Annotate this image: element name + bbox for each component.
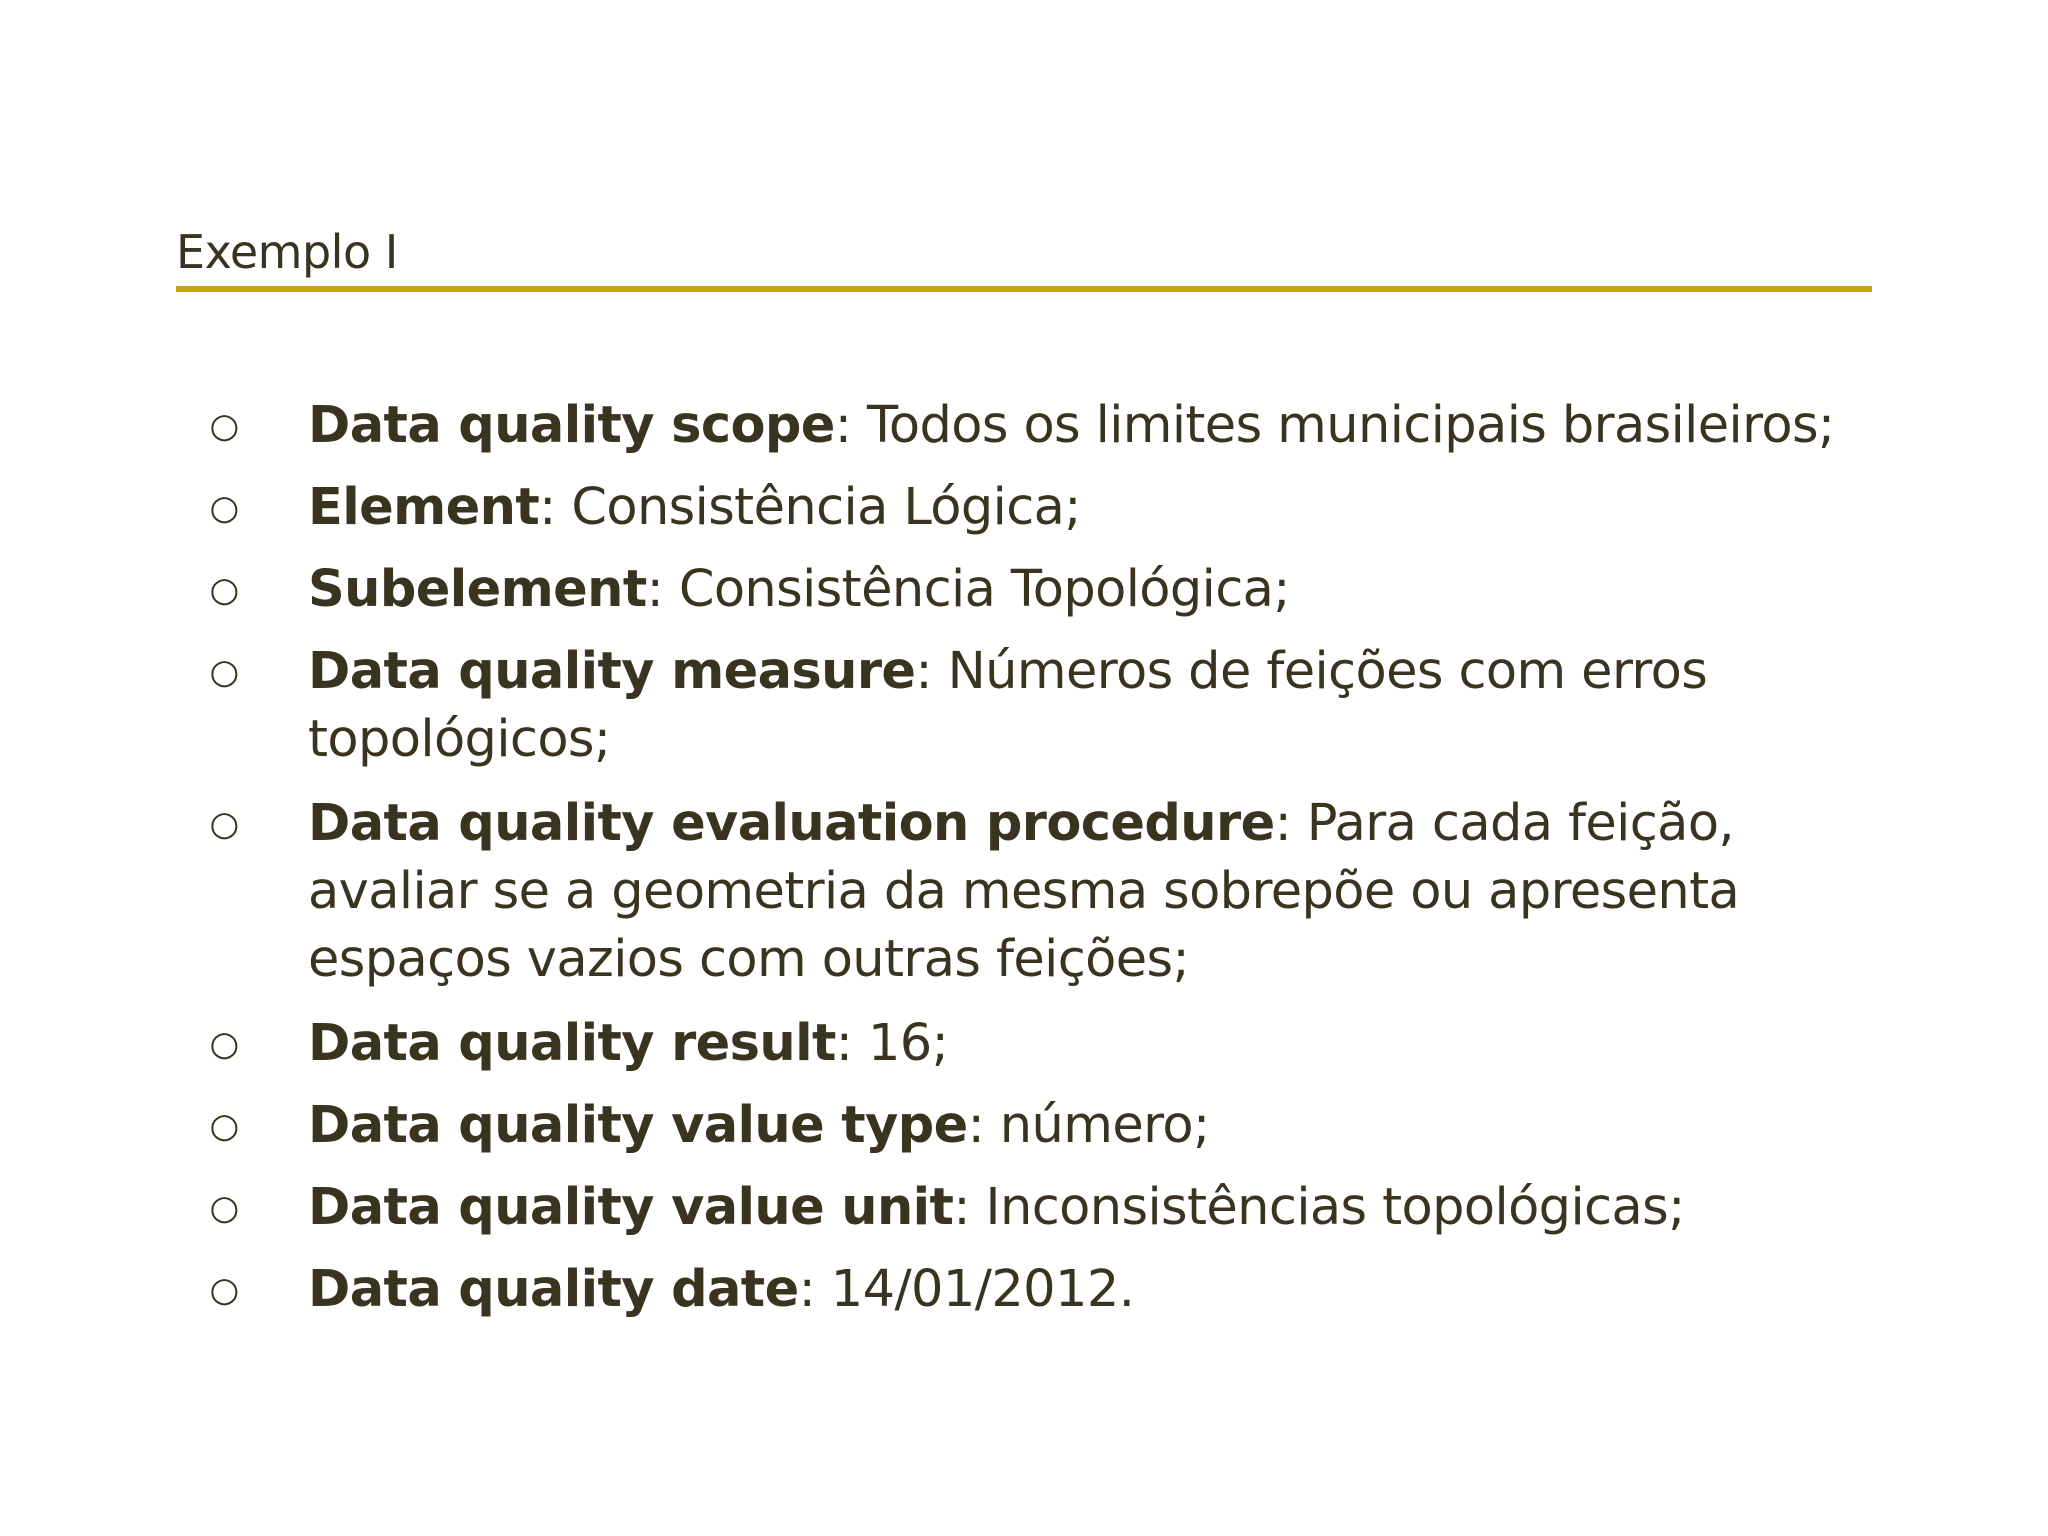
item-text: : Números de feições com erros topológicos; [308, 642, 1708, 769]
circle-bullet-icon: ○ [209, 1106, 239, 1146]
item-text: : Todos os limites municipais brasileiros; [834, 396, 1835, 455]
circle-bullet-icon: ○ [209, 804, 239, 844]
list-item [209, 1010, 1888, 1078]
circle-bullet-icon: ○ [209, 1188, 239, 1228]
item-label: Subelement [308, 560, 647, 619]
list-item [209, 790, 1888, 994]
list-item [209, 638, 1888, 774]
list-item [209, 1256, 1888, 1324]
item-label: Element [308, 478, 540, 537]
item-label: Data quality scope [308, 396, 835, 455]
item-label: Data quality value unit [308, 1178, 954, 1237]
item-text: : Inconsistências topológicas; [953, 1178, 1685, 1237]
circle-bullet-icon: ○ [209, 1270, 239, 1310]
item-label: Data quality value type [308, 1096, 968, 1155]
circle-bullet-icon: ○ [209, 1024, 239, 1064]
circle-bullet-icon: ○ [209, 652, 239, 692]
list-item [209, 1092, 1888, 1160]
list-item [209, 392, 1888, 460]
item-text: : Consistência Lógica; [539, 478, 1081, 537]
title-underline [176, 286, 1872, 292]
item-text: : número; [967, 1096, 1210, 1155]
item-text: : 14/01/2012. [798, 1260, 1135, 1319]
list-item [209, 556, 1888, 624]
item-text: : Para cada feição, avaliar se a geometria da mesma sobrepõe ou apresenta espaços vazios com outras feições; [308, 794, 1740, 989]
item-label: Data quality evaluation procedure [308, 794, 1275, 853]
item-label: Data quality result [308, 1014, 836, 1073]
item-label: Data quality date [308, 1260, 799, 1319]
item-label: Data quality measure [308, 642, 916, 701]
item-text: : 16; [835, 1014, 949, 1073]
item-text: : Consistência Topológica; [646, 560, 1290, 619]
circle-bullet-icon: ○ [209, 406, 239, 446]
circle-bullet-icon: ○ [209, 488, 239, 528]
circle-bullet-icon: ○ [209, 570, 239, 610]
list-item [209, 474, 1888, 542]
list-item [209, 1174, 1888, 1242]
slide-title: Exemplo I [176, 225, 398, 279]
